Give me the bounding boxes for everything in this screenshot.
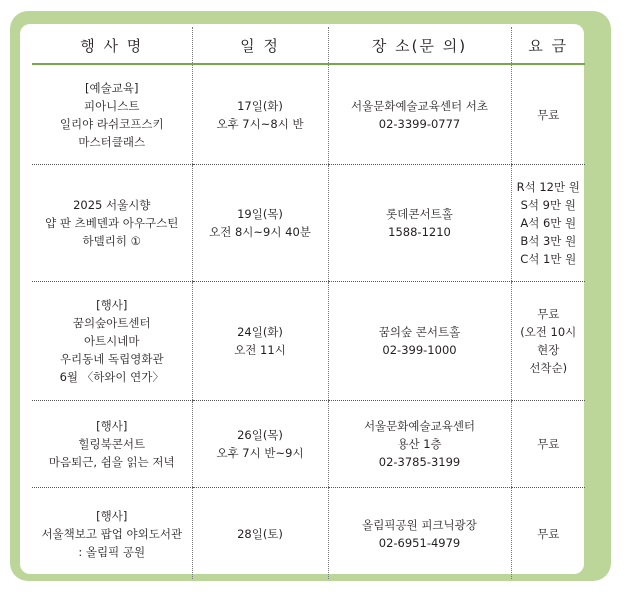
fee-cell bbox=[511, 282, 585, 401]
place-line: 올림픽공원 피크닉광장 bbox=[362, 517, 477, 532]
event-name-cell bbox=[32, 64, 192, 165]
event-name-cell bbox=[32, 488, 192, 580]
schedule-cell bbox=[192, 401, 328, 488]
event-name-cell bbox=[32, 165, 192, 282]
schedule-cell bbox=[192, 64, 328, 165]
event-name-line: 피아니스트 bbox=[83, 98, 140, 113]
event-name-line: 힐링북콘서트 bbox=[78, 437, 146, 451]
place-cell bbox=[328, 282, 511, 401]
place-cell bbox=[328, 64, 511, 165]
schedule-cell bbox=[192, 282, 328, 401]
place-line: 서울문화예술교육센터 서초 bbox=[351, 98, 488, 113]
schedule-line: 28일(토) bbox=[237, 526, 283, 541]
schedule-line: 17일(화) bbox=[237, 98, 283, 113]
event-name-line: [행사] bbox=[96, 508, 128, 523]
event-name-line: [예술교육] bbox=[85, 80, 139, 95]
fee-line: A석 6만 원 bbox=[520, 216, 577, 230]
event-name-line: 서울책보고 팝업 야외도서관 bbox=[41, 526, 183, 541]
place-line: 02-3785-3199 bbox=[378, 455, 461, 469]
fee-line: 무료 bbox=[537, 437, 560, 451]
schedule-line: 오전 8시~9시 40분 bbox=[209, 225, 311, 239]
schedule-cell bbox=[192, 488, 328, 580]
schedule-line: 24일(화) bbox=[237, 325, 283, 339]
table-row bbox=[32, 165, 585, 282]
place-cell bbox=[328, 165, 511, 282]
header-event-name: 행 사 명 bbox=[32, 27, 192, 64]
fee-cell bbox=[511, 401, 585, 488]
event-name-cell bbox=[32, 282, 192, 401]
schedule-line: 오전 11시 bbox=[234, 343, 286, 357]
fee-line: 무료 bbox=[537, 526, 560, 541]
fee-line: (오전 10시 bbox=[520, 325, 577, 339]
table-row bbox=[32, 64, 585, 165]
event-name-line: : 올림픽 공원 bbox=[78, 544, 146, 559]
fee-cell bbox=[511, 64, 585, 165]
event-name-line: 아트시네마 bbox=[83, 334, 140, 348]
fee-line: 무료 bbox=[537, 107, 560, 122]
event-name-line: 우리동네 독립영화관 bbox=[59, 352, 164, 366]
place-line: 02-6951-4979 bbox=[378, 535, 461, 550]
fee-line: 선착순) bbox=[529, 361, 568, 375]
event-name-line: 마음퇴근, 쉼을 읽는 저녁 bbox=[48, 455, 175, 469]
fee-cell bbox=[511, 488, 585, 580]
event-name-line: 6월 〈하와이 연가〉 bbox=[59, 370, 164, 384]
event-name-line: 마스터클래스 bbox=[78, 134, 146, 149]
place-line: 용산 1층 bbox=[397, 437, 442, 451]
table-row bbox=[32, 401, 585, 488]
header-schedule: 일 정 bbox=[192, 27, 328, 64]
event-name-line: 일리야 라쉬코프스키 bbox=[59, 116, 164, 131]
place-line: 꿈의숲 콘서트홀 bbox=[378, 325, 461, 339]
event-name-line: 하델리히 ① bbox=[82, 234, 141, 248]
header-place: 장 소(문 의) bbox=[328, 27, 511, 64]
fee-cell bbox=[511, 165, 585, 282]
table-row bbox=[32, 282, 585, 401]
place-line: 서울문화예술교육센터 bbox=[363, 419, 476, 433]
header-fee: 요 금 bbox=[511, 27, 585, 64]
table-row bbox=[32, 488, 585, 580]
schedule-line: 오후 7시~8시 반 bbox=[216, 116, 304, 131]
place-line: 02-3399-0777 bbox=[378, 116, 461, 131]
event-name-cell bbox=[32, 401, 192, 488]
schedule-cell bbox=[192, 165, 328, 282]
schedule-line: 19일(목) bbox=[237, 207, 283, 221]
fee-line: B석 3만 원 bbox=[520, 234, 577, 248]
fee-line: 무료 bbox=[537, 307, 560, 321]
event-name-line: 얍 판 츠베덴과 아우구스틴 bbox=[45, 216, 179, 230]
fee-line: R석 12만 원 bbox=[516, 180, 580, 194]
fee-line: C석 1만 원 bbox=[520, 252, 577, 266]
fee-line: S석 9만 원 bbox=[520, 198, 576, 212]
schedule-line: 26일(목) bbox=[237, 428, 283, 442]
place-cell bbox=[328, 401, 511, 488]
header-row bbox=[32, 27, 585, 64]
place-line: 02-399-1000 bbox=[382, 343, 457, 357]
event-name-line: [행사] bbox=[96, 419, 128, 433]
event-name-line: [행사] bbox=[96, 298, 128, 312]
event-name-line: 2025 서울시향 bbox=[73, 198, 151, 212]
schedule-line: 오후 7시 반~9시 bbox=[216, 446, 304, 460]
event-name-line: 꿈의숲아트센터 bbox=[72, 316, 151, 330]
event-table bbox=[32, 27, 585, 579]
place-line: 롯데콘서트홀 bbox=[386, 207, 453, 221]
place-line: 1588-1210 bbox=[388, 225, 451, 239]
fee-line: 현장 bbox=[537, 343, 560, 357]
place-cell bbox=[328, 488, 511, 580]
